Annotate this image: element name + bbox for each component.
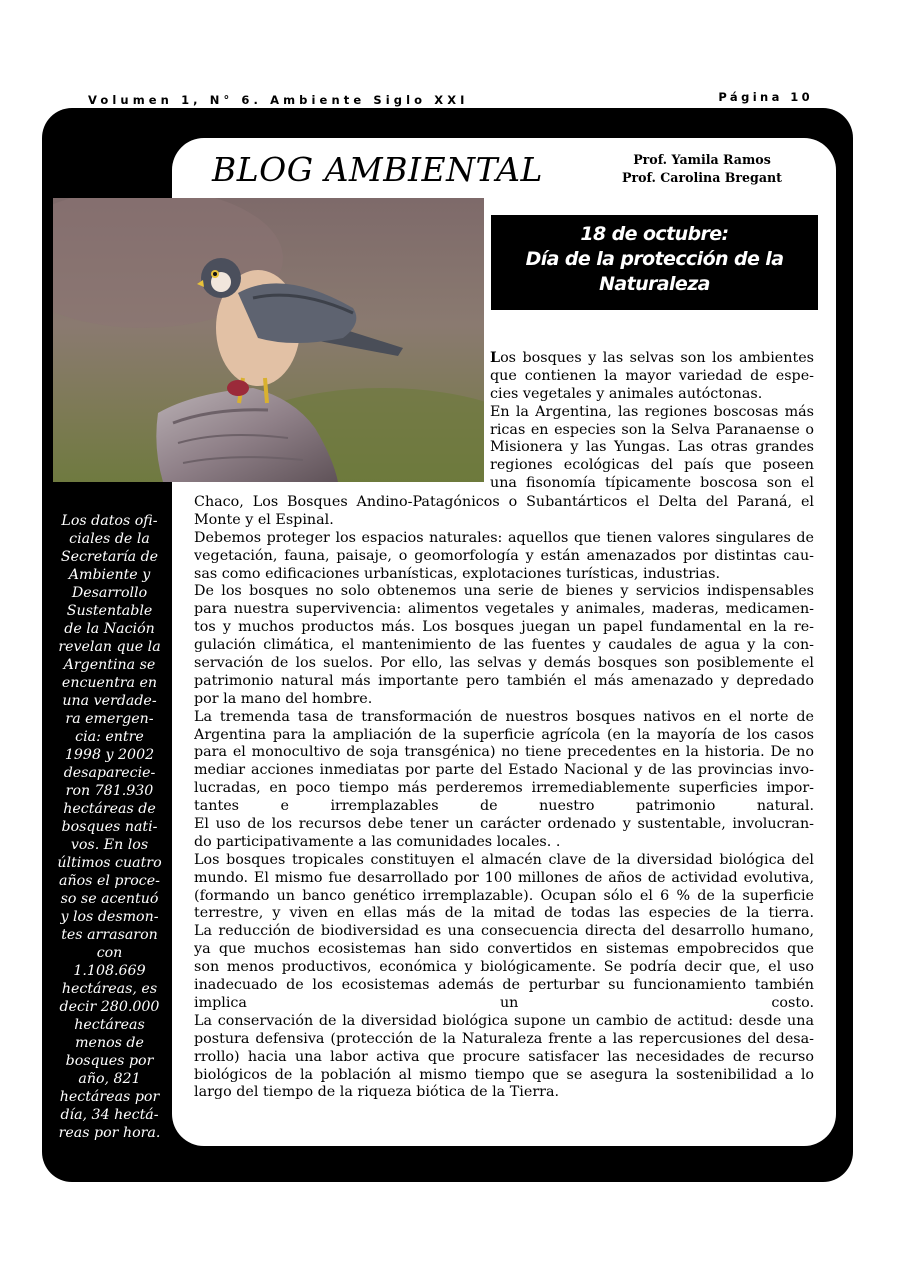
sidebar-line: últimos cuatro (57, 855, 162, 871)
article-line: sas como edificaciones urbanísticas, explotaciones turísticas, industrias. (194, 565, 721, 582)
author-2: Prof. Carolina Bregant (622, 170, 782, 185)
sidebar-line: con (96, 945, 123, 961)
article-line: servación de los suelos. Por ello, las selvas y demás bosques son posiblemente el (194, 655, 814, 672)
sidebar-line: hectáreas (74, 1017, 145, 1033)
sidebar-line: Argentina se (63, 657, 156, 673)
article-line: para el monocultivo de soja transgénica) no tiene precedentes en la historia. De no (194, 744, 814, 761)
article-line: Argentina para la ampliación de la superficie agrícola (en la mayoría de los casos (194, 726, 814, 743)
article-line: gulación climática, el mantenimiento de las fuentes y caudales de agua y la con- (194, 637, 814, 654)
sidebar-line: reas por hora. (58, 1125, 161, 1141)
sidebar-line: 1998 y 2002 (64, 747, 155, 763)
article-line: rrollo) hacia una labor activa que procure satisfacer las necesidades de recurso (194, 1048, 814, 1065)
article-line: ya que muchos ecosistemas han sido convertidos en sistemas empobrecidos que (194, 941, 814, 958)
authors (602, 151, 802, 187)
headline-box (491, 215, 818, 310)
article-line: La tremenda tasa de transformación de nuestros bosques nativos en el norte de (194, 708, 814, 725)
blog-title: BLOG AMBIENTAL (212, 150, 543, 189)
article-line: patrimonio natural más importante pero también el más amenazado y depredado (194, 672, 814, 689)
article-line: Chaco, Los Bosques Andino-Patagónicos o Subantárticos el Delta del Paraná, el (194, 494, 814, 510)
article-line: terrestre, y viven en ellas más de la mitad de todas las especies de la tierra. (194, 905, 814, 922)
falcon-photo (53, 198, 484, 482)
sidebar-line: Ambiente y (68, 567, 151, 583)
author-1: Prof. Yamila Ramos (633, 152, 771, 167)
sidebar-line: bosques nati- (61, 819, 158, 835)
sidebar-line: decir 280.000 (59, 999, 160, 1015)
article-line: son menos productivos, económica y biológicamente. Se podría decir que, el uso (194, 959, 814, 976)
article-line: lucradas, en poco tiempo más perderemos irremediablemente superficies impor- (194, 780, 814, 797)
article-line: Misionera y las Yungas. Las otras grandes (490, 439, 814, 456)
article-line: (formando un banco genético irremplazable). Ocupan sólo el 6 % de la superficie (194, 887, 814, 904)
article-line: que contienen la mayor variedad de espe- (490, 367, 814, 384)
article-line: largo del tiempo de la riqueza biótica de la Tierra. (194, 1084, 560, 1101)
article-line: Debemos proteger los espacios naturales: aquellos que tienen valores singulares de (194, 529, 814, 546)
sidebar-line: desaparecie- (63, 765, 156, 781)
headline-line: Día de la protección de la (525, 248, 784, 270)
page-number: Página 10 (718, 90, 813, 104)
article-intro (490, 350, 814, 493)
article-line: tantes e irremplazables de nuestro patrimonio natural. (194, 798, 814, 815)
sidebar-line: Secretaría de (60, 549, 159, 565)
sidebar-line: día, 34 hectá- (60, 1107, 159, 1123)
sidebar-line: bosques por (65, 1053, 154, 1069)
volume-header: Volumen 1, N° 6. Ambiente Siglo XXI (88, 93, 469, 107)
article-line (490, 350, 814, 368)
article-line: ricas en especies son la Selva Paranaense o (490, 421, 814, 438)
sidebar-line: tes arrasaron (61, 927, 158, 943)
article-line: Los bosques tropicales constituyen el almacén clave de la diversidad biológica del (194, 851, 814, 868)
article-line: implica un costo. (194, 994, 814, 1011)
sidebar-line: una verdade- (62, 693, 157, 709)
article-line: El uso de los recursos debe tener un carácter ordenado y sustentable, involucran- (194, 816, 814, 833)
sidebar-line: ciales de la (69, 531, 150, 547)
sidebar-line: años el proce- (59, 873, 160, 889)
article-line: regiones ecológicas del país que poseen (490, 457, 814, 474)
article-line: mediar acciones inmediatas por parte del Estado Nacional y de las provincias invo- (194, 762, 814, 779)
article-line: cies vegetales y animales autóctonas. (490, 385, 763, 402)
article-line: mundo. El mismo fue desarrollado por 100 millones de años de actividad evolutiva, (194, 869, 814, 886)
article-line: postura defensiva (protección de la Naturaleza frente a las repercusiones del desa- (194, 1030, 814, 1047)
sidebar-line: vos. En los (70, 837, 149, 853)
article-line: vegetación, fauna, paisaje, o geomorfología y están amenazados por distintas cau- (194, 547, 814, 564)
sidebar-line: ra emergen- (65, 711, 154, 727)
sidebar-line: hectáreas de (63, 801, 156, 817)
sidebar-line: so se acentuó (60, 891, 159, 907)
sidebar-line: Sustentable (66, 603, 153, 619)
article-line: biológicos de la población al mismo tiempo que se asegura la sostenibilidad a lo (194, 1066, 814, 1083)
sidebar-line: Los datos ofi- (61, 513, 158, 529)
article-line: La reducción de biodiversidad es una consecuencia directa del desarrollo humano, (194, 923, 814, 940)
sidebar-line: hectáreas por (59, 1089, 160, 1105)
sidebar-line: revelan que la (58, 639, 161, 655)
article-line: inadecuado de los ecosistemas además de perturbar su funcionamiento también (194, 977, 814, 994)
article-line-text: os bosques y las selvas son los ambientes (500, 350, 814, 366)
sidebar-line: año, 821 (78, 1071, 141, 1087)
article-line: para nuestra supervivencia: alimentos vegetales y animales, maderas, medicamen- (194, 601, 814, 618)
drop-cap: L (490, 350, 501, 366)
sidebar-text (54, 512, 165, 1142)
sidebar-line: Desarrollo (71, 585, 148, 601)
sidebar-line: menos de (75, 1035, 144, 1051)
article-line: En la Argentina, las regiones boscosas más (490, 403, 814, 420)
article-line: Monte y el Espinal. (194, 511, 334, 528)
article-line: De los bosques no solo obtenemos una serie de bienes y servicios indispensables (194, 583, 814, 600)
sidebar-line: 1.108.669 (73, 963, 146, 979)
sidebar-line: de la Nación (64, 621, 155, 637)
article-line: tos y muchos productos más. Los bosques juegan un papel fundamental en la re- (194, 619, 814, 636)
article-line: La conservación de la diversidad biológica supone un cambio de actitud: desde una (194, 1012, 814, 1029)
article-line: una fisonomía típicamente boscosa son el (490, 475, 814, 492)
headline-line: Naturaleza (599, 273, 710, 295)
sidebar-line: cia: entre (75, 729, 144, 745)
sidebar-line: ron 781.930 (65, 783, 154, 799)
article-line: do participativamente a las comunidades locales. . (194, 833, 561, 850)
sidebar-line: y los desmon- (60, 909, 159, 925)
sidebar-line: hectáreas, es (61, 981, 158, 997)
article-line: por la mano del hombre. (194, 690, 373, 707)
sidebar-line: encuentra en (61, 675, 158, 691)
headline-line: 18 de octubre: (580, 223, 729, 245)
article-body (194, 494, 814, 1102)
